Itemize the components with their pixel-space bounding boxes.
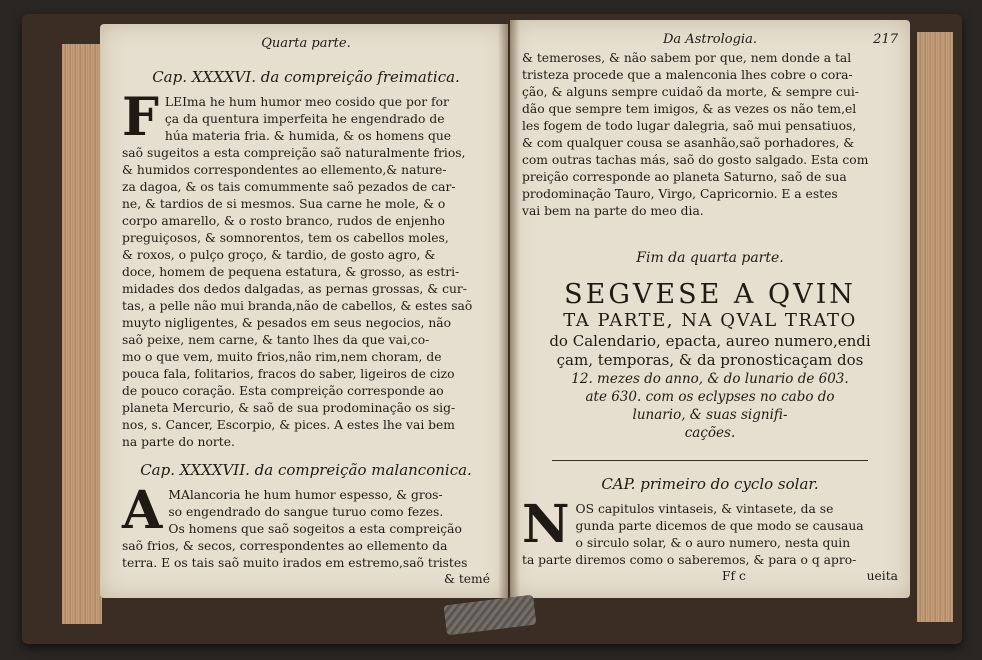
text-line: prodominação Tauro, Virgo, Capricornio. E a estes [522,187,838,201]
title-line: ate 630. com os eclypses no cabo do [585,389,835,405]
text-line: & com qualquer cousa se asanhão,saõ porhadores, & [522,136,855,150]
text-line: tristeza procede que a malenconia lhes cobre o cora- [522,68,853,82]
left-page [100,24,508,598]
text-line: vai bem na parte do meo dia. [522,204,704,218]
title-line: lunario, & suas signifi- [632,407,788,423]
text-lines [522,494,898,569]
title-line: SEGVESE A QVIN [564,279,856,310]
title-line: çam, temporas, & da pronosticaçam dos [556,351,864,369]
text-line: & humidos correspondentes ao ellemento,& nature- [122,163,447,177]
drop-cap: F [122,87,159,148]
page-number: 217 [873,32,898,47]
text-line: saõ frios, & secos, correspondentes ao ellemento da [122,539,448,553]
catchword: & temé [443,572,490,586]
title-line: cações. [684,425,736,441]
chapter-body [122,87,490,451]
text-line: doce, homem de pequena estatura, & grosso, as estri- [122,265,460,279]
signature-line [522,569,898,583]
text-line: corpo amarello, & o rosto branco, rudos de enjenho [122,214,445,228]
text-lines [122,480,490,572]
signature-mark: Ff c [722,569,746,583]
divider [552,460,868,461]
text-line: les fogem de todo lugar dalegria, saõ mui pensatiuos, [522,119,857,133]
chapter-body [522,494,898,569]
gutter-shadow [498,18,520,602]
text-line: na parte do norte. [122,435,235,449]
text-line: saõ peixe, nem carne, & tanto lhes da que vai,co- [122,333,430,347]
text-line: & temeroses, & não sabem por que, nem donde a tal [522,51,852,65]
text-line: dão que sempre tem imigos, & as vezes os não tem,el [522,102,857,116]
text-line: LEIma he hum humor meo cosido que por for [164,95,449,109]
page-edges-right [917,32,953,622]
text-line: OS capitulos vintaseis, & vintasete, da se [575,502,834,516]
text-line: MAlancoria he hum humor espesso, & gros- [168,488,443,502]
text-line: planeta Mercurio, & saõ de sua prodominação os sig- [122,401,456,415]
text-line: & roxos, o pulço groço, & tardio, de gosto agro, & [122,248,436,262]
text-line: com outras tachas más, saõ do gosto salgado. Esta com [522,153,869,167]
text-lines [122,87,490,451]
drop-cap: N [522,494,570,555]
title-line: TA PARTE, NA QVAL TRATO [563,310,857,331]
text-line: ça da quentura imperfeita he engendrado de [164,112,445,126]
running-head-title: Da Astrologia. [663,32,757,47]
text-line: ta parte diremos como o saberemos, & para o q apro- [522,553,857,567]
text-line: gunda parte dicemos de que modo se causaua [575,519,864,533]
running-head-left: Quarta parte. [261,36,351,51]
chapter-heading: CAP. primeiro do cyclo solar. [601,475,819,493]
right-page [510,20,910,598]
text-line: nos, s. Cancer, Escorpio, & pices. A estes lhe vai bem [122,418,455,432]
text-line: Os homens que saõ sogeitos a esta compreição [168,522,462,536]
text-line: terra. E os tais saõ muito irados em estremo,saõ tristes [122,556,468,570]
text-line: preguiçosos, & somnorentos, tem os cabellos moles, [122,231,449,245]
running-head-right [522,32,898,50]
text-line: pouca fala, folitarios, fracos do saber, ligeiros de cizo [122,367,455,381]
chapter-heading: Cap. XXXXVII. da compreição malanconica. [140,461,472,479]
chapter-heading: Cap. XXXXVI. da compreição freimatica. [152,68,460,86]
text-line: de pouco coração. Esta compreição corresponde ao [122,384,444,398]
text-line: mo o que vem, muito frios,não rim,nem choram, de [122,350,442,364]
catchword: ueita [866,569,898,583]
text-line: tas, a pelle não mui branda,não de cabellos, & estes saõ [122,299,473,313]
title-line: 12. mezes do anno, & do lunario de 603. [571,371,849,387]
text-line: preição corresponde ao planeta Saturno, saõ de sua [522,170,847,184]
page-edges-left [62,44,102,624]
text-line: húa materia fria. & humida, & os homens que [164,129,452,143]
text-line: saõ sugeitos a esta compreição saõ naturalmente frios, [122,146,466,160]
text-line: ne, & tardios de si mesmos. Sua carne he mole, & o [122,197,446,211]
part-title [522,280,898,442]
text-line: o sirculo solar, & o auro numero, nesta quin [575,536,851,550]
chapter-body [122,480,490,572]
text-line: so engendrado do sangue turuo como fezes. [168,505,444,519]
text-lines [522,50,898,220]
text-line: za dagoa, & os tais comummente saõ pezados de car- [122,180,456,194]
title-line: do Calendario, epacta, aureo numero,endi [549,332,871,350]
text-line: muyto nigligentes, & pesados em seus negocios, não [122,316,451,330]
text-line: ção, & alguns sempre cuidaõ da morte, & sempre cui- [522,85,859,99]
end-note: Fim da quarta parte. [636,250,784,266]
text-line: midades dos dedos dalgadas, as pernas grossas, & cur- [122,282,467,296]
drop-cap: A [122,480,163,541]
